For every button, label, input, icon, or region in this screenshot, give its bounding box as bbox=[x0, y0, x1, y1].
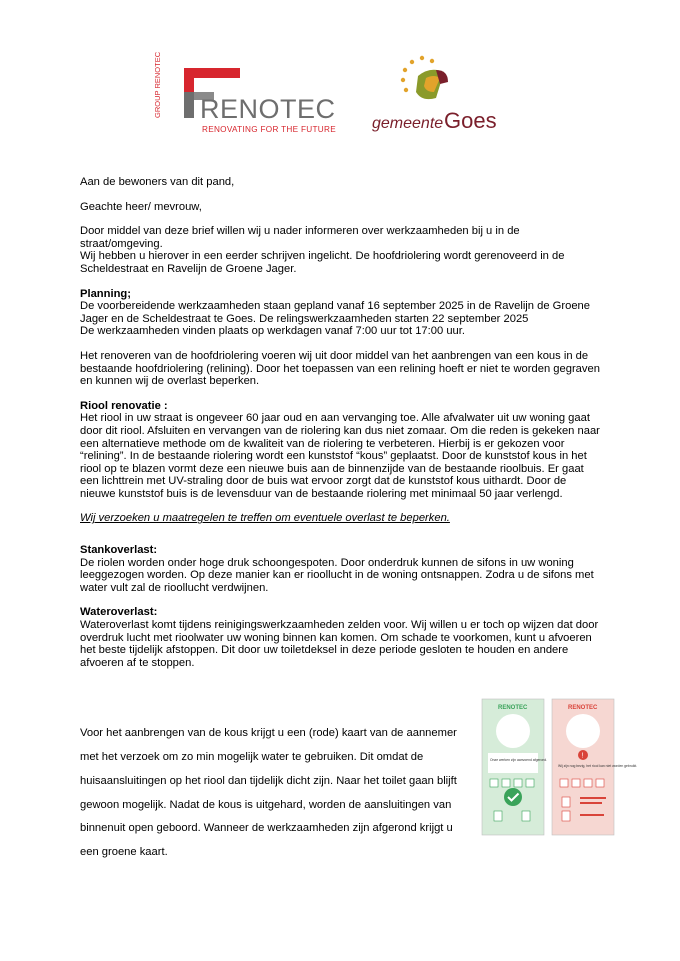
address-line: Aan de bewoners van dit pand, bbox=[80, 176, 235, 188]
intro-paragraph bbox=[80, 225, 616, 275]
text-line: Scheldestraat en Ravelijn de Groene Jager. bbox=[80, 262, 297, 275]
red-card bbox=[552, 699, 637, 835]
text-line: en kunnen wij de overlast beperken. bbox=[80, 375, 260, 388]
planning-heading: Planning; bbox=[80, 287, 131, 300]
green-card-title: Onze werken zijn aanvoend afgerond. bbox=[490, 758, 548, 762]
text-line: binnenuit open geboord. Wanneer de werkzaamheden zijn afgerond krijgt u bbox=[80, 822, 453, 835]
riool-paragraph bbox=[80, 412, 616, 500]
washer-icon bbox=[490, 779, 498, 787]
svg-text:!: ! bbox=[581, 752, 584, 760]
water-heading: Wateroverlast: bbox=[80, 606, 158, 619]
text-line: De riolen worden onder hoge druk schoongespoten. Door onderdruk kunnen de sifons in uw woning bbox=[80, 556, 574, 569]
dishwasher-icon bbox=[502, 779, 510, 787]
water-paragraph bbox=[80, 619, 616, 669]
text-line: door dit riool. Afsluiten en vervangen van de riolering kan dus niet zomaar. Om die reden is gekeken naar bbox=[80, 424, 600, 437]
text-line: bestaande hoofdriolering (relining). Door het toepassen van een relining hoeft er niet te worden gegraven bbox=[80, 362, 600, 375]
text-line: Het renoveren van de hoofdriolering voeren wij uit door middel van het aanbrengen van een kous in de bbox=[80, 349, 589, 362]
green-check-badge bbox=[504, 788, 522, 806]
sink-icon bbox=[514, 779, 522, 787]
gemeente-goes-logo bbox=[370, 48, 500, 138]
text-line: Wateroverlast komt tijdens reinigingswerkzaamheden zelden voor. Wij willen u er toch op wijzen dat door bbox=[80, 619, 599, 632]
text-line: Het riool in uw straat is ongeveer 60 jaar oud en aan vervanging toe. Alle afvalwater uit uw woning gaat bbox=[80, 412, 590, 425]
sink-icon bbox=[584, 779, 592, 787]
renotec-tagline: RENOVATING FOR THE FUTURE bbox=[202, 125, 336, 134]
text-line: het beste tijdelijk afstoppen. Dit door uw toiletdeksel in deze periode gesloten te houden en andere bbox=[80, 644, 569, 657]
text-line: een lichttrein met UV-straling door de buis wat ervoor zorgt dat de kunststof kous uithardt. Door de bbox=[80, 475, 567, 488]
goes-name: Goes bbox=[444, 108, 497, 133]
text-line: een groene kaart. bbox=[80, 846, 168, 859]
text-line: overdruk lucht met rioolwater uw woning binnen kan komen. Om schade te voorkomen, kunt u afvoeren bbox=[80, 631, 592, 644]
text-line: gewoon mogelijk. Nadat de kous is uitgehard, worden de aansluitingen van bbox=[80, 798, 452, 811]
stank-paragraph bbox=[80, 557, 616, 595]
renovation-paragraph bbox=[80, 350, 616, 388]
red-card-title: Wij zijn nog bezig, het riool kan niet worden gebruikt. bbox=[558, 764, 638, 768]
text-line: leeggezogen worden. Op deze manier kan er rioollucht in de woning ontsnappen. Zodra u de sifons met bbox=[80, 569, 594, 582]
toilet-icon bbox=[494, 811, 502, 821]
text-line: een alternatieve methode om de kwaliteit van de riolering te verbeteren. Hierbij is er gekozen voor bbox=[80, 437, 565, 450]
text-line: water vult zal de rioollucht verdwijnen. bbox=[80, 581, 269, 594]
dishwasher-icon bbox=[572, 779, 580, 787]
shower-icon bbox=[562, 811, 570, 821]
text-line: De voorbereidende werkzaamheden staan gepland vanaf 16 september 2025 in de Ravelijn de Groene bbox=[80, 300, 590, 313]
text-line: riool op te blazen vormt deze een nieuwe buis aan de binnenzijde van de bestaande rioolbuis. Er gaat bbox=[80, 462, 584, 475]
text-line: Door middel van deze brief willen wij u nader informeren over werkzaamheden bij u in de bbox=[80, 225, 520, 238]
door-hanger-cards bbox=[480, 697, 638, 837]
card-paragraph bbox=[80, 716, 472, 870]
bath-icon bbox=[596, 779, 604, 787]
green-card bbox=[482, 699, 547, 835]
text-line: met het verzoek om zo min mogelijk water te gebruiken. Dit omdat de bbox=[80, 750, 424, 763]
renotec-wordmark: RENOTEC bbox=[200, 94, 336, 124]
text-line: afvoeren af te stoppen. bbox=[80, 656, 195, 669]
green-card-brand: RENOTEC bbox=[498, 705, 528, 711]
renotec-group-label: GROUP RENOTEC bbox=[153, 51, 162, 118]
toilet-icon bbox=[562, 797, 570, 807]
goes-prefix: gemeente bbox=[372, 115, 444, 132]
stank-heading: Stankoverlast: bbox=[80, 544, 158, 557]
bath-icon bbox=[526, 779, 534, 787]
red-card-brand: RENOTEC bbox=[568, 705, 598, 711]
text-line: nieuwe kunststof buis is de levensduur van de bestaande riolering met minimaal 50 jaar verlengd. bbox=[80, 487, 563, 500]
text-line: De werkzaamheden vinden plaats op werkdagen vanaf 7:00 uur tot 17:00 uur. bbox=[80, 325, 465, 338]
washer-icon bbox=[560, 779, 568, 787]
salutation: Geachte heer/ mevrouw, bbox=[80, 200, 202, 213]
request-line: Wij verzoeken u maatregelen te treffen om eventuele overlast te beperken. bbox=[80, 512, 450, 525]
text-line: Wij hebben u hierover in een eerder schrijven ingelicht. De hoofdriolering wordt gerenoveerd in de bbox=[80, 250, 565, 263]
text-line: Jager en de Scheldestraat te Goes. De relingswerkzaamheden starten 22 september 2025 bbox=[80, 312, 529, 325]
text-line: huisaansluitingen op het riool dan tijdelijk dicht zijn. Naar het toilet gaan blijft bbox=[80, 774, 457, 787]
green-card-hole bbox=[496, 714, 530, 748]
renotec-bracket-red bbox=[184, 68, 240, 92]
planning-paragraph bbox=[80, 300, 616, 338]
red-card-hole bbox=[566, 714, 600, 748]
shower-icon bbox=[522, 811, 530, 821]
renotec-bracket-gray bbox=[184, 92, 194, 118]
riool-heading: Riool renovatie : bbox=[80, 399, 168, 412]
text-line: straat/omgeving. bbox=[80, 237, 163, 250]
renotec-logo bbox=[148, 51, 348, 142]
text-line: Voor het aanbrengen van de kous krijgt u een (rode) kaart van de aannemer bbox=[80, 727, 457, 740]
text-line: “relining”. In de bestaande riolering wordt een kunststof “kous” geplaatst. Door de kunststof kous in het bbox=[80, 450, 587, 463]
letter-body bbox=[80, 176, 616, 669]
